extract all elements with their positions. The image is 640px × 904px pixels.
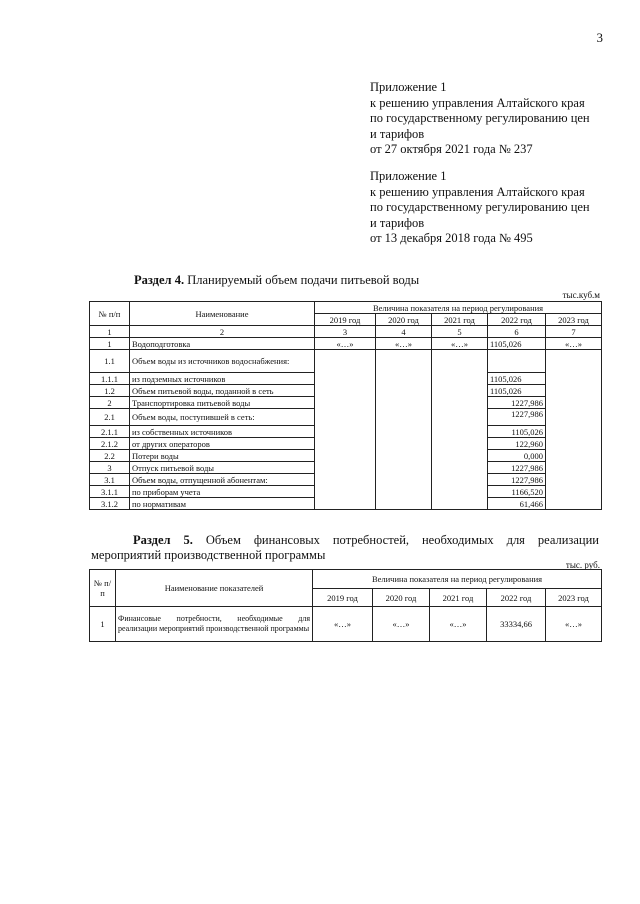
index-cell: 5 — [432, 326, 488, 338]
section5-title-number: Раздел 5. — [133, 533, 193, 547]
row-num: 3.1 — [90, 474, 130, 486]
col-header-year: 2023 год — [546, 314, 602, 326]
col-header-year: 2019 год — [315, 314, 376, 326]
appendix-line: к решению управления Алтайского края — [370, 95, 585, 110]
col-header-period: Величина показателя на период регулирования — [315, 302, 602, 314]
row-name: Объем питьевой воды, поданной в сеть — [130, 385, 315, 397]
value-2022: 1105,026 — [488, 338, 546, 350]
appendix-line: Приложение 1 — [370, 169, 447, 183]
row-name: из подземных источников — [130, 373, 315, 385]
value-2022: 1105,026 — [488, 373, 546, 385]
row-name: по приборам учета — [130, 486, 315, 498]
value-2022: 1227,986 — [488, 397, 546, 409]
value-2022: 33334,66 — [487, 607, 546, 642]
value-2022: 1227,986 — [488, 474, 546, 486]
row-name: Водоподготовка — [130, 338, 315, 350]
row-num: 1 — [90, 338, 130, 350]
section4-unit: тыс.куб.м — [562, 290, 600, 300]
section4-title — [134, 273, 419, 288]
value-2022: 0,000 — [488, 450, 546, 462]
table-row — [90, 350, 602, 373]
row-name: Объем воды, поступившей в сеть: — [130, 409, 315, 426]
table-row — [90, 338, 602, 350]
value-2022: 1227,986 — [488, 462, 546, 474]
row-num: 1.2 — [90, 385, 130, 397]
value-2023: «…» — [546, 607, 602, 642]
value-2023: «…» — [546, 338, 602, 350]
col-header-year: 2019 год — [313, 589, 373, 607]
index-cell: 4 — [376, 326, 432, 338]
value-2022 — [488, 350, 546, 373]
row-name: Финансовые потребности, необходимые для реализации мероприятий производственной программы — [116, 607, 313, 642]
page-number: 3 — [596, 30, 603, 45]
value-2022: 61,466 — [488, 498, 546, 510]
appendix-line: и тарифов — [370, 215, 425, 230]
col-header-year: 2020 год — [376, 314, 432, 326]
value-2022: 122,960 — [488, 438, 546, 450]
table-row — [90, 607, 602, 642]
appendix-line: Приложение 1 — [370, 80, 447, 94]
value-2022: 1166,520 — [488, 486, 546, 498]
row-num: 1 — [90, 607, 116, 642]
row-name: Объем воды из источников водоснабжения: — [130, 350, 315, 373]
col-header-period: Величина показателя на период регулирования — [313, 570, 602, 589]
col-header-year: 2023 год — [546, 589, 602, 607]
index-row — [90, 326, 602, 338]
row-num: 1.1.1 — [90, 373, 130, 385]
empty-cell-2020 — [376, 350, 432, 510]
row-num: 3.1.1 — [90, 486, 130, 498]
financial-needs-table — [89, 569, 602, 642]
appendix-header-original — [370, 169, 620, 247]
appendix-line: к решению управления Алтайского края — [370, 184, 585, 199]
col-header-year: 2022 год — [487, 589, 546, 607]
col-header-num: № п/ п — [90, 570, 116, 607]
value-2020: «…» — [373, 607, 430, 642]
row-name: Объем воды, отпущенной абонентам: — [130, 474, 315, 486]
row-num: 2 — [90, 397, 130, 409]
empty-cell-2019 — [315, 350, 376, 510]
section4-title-text: Планируемый объем подачи питьевой воды — [184, 273, 420, 287]
value-2021: «…» — [430, 607, 487, 642]
row-name: Потери воды — [130, 450, 315, 462]
col-header-year: 2021 год — [432, 314, 488, 326]
col-header-year: 2020 год — [373, 589, 430, 607]
index-cell: 1 — [90, 326, 130, 338]
row-num: 2.1.1 — [90, 426, 130, 438]
row-num: 1.1 — [90, 350, 130, 373]
value-2022: 1105,026 — [488, 426, 546, 438]
value-2019: «…» — [313, 607, 373, 642]
appendix-line: по государственному регулированию цен — [370, 111, 590, 125]
row-name: по нормативам — [130, 498, 315, 510]
water-supply-table — [89, 301, 602, 510]
appendix-line: от 13 декабря 2018 года № 495 — [370, 231, 533, 245]
col-header-year: 2021 год — [430, 589, 487, 607]
row-num: 2.1.2 — [90, 438, 130, 450]
appendix-line: по государственному регулированию цен — [370, 200, 590, 214]
appendix-header-current — [370, 80, 620, 158]
col-header-name: Наименование — [130, 302, 315, 326]
row-name: от других операторов — [130, 438, 315, 450]
value-2022: 1105,026 — [488, 385, 546, 397]
row-num: 2.2 — [90, 450, 130, 462]
row-name: Отпуск питьевой воды — [130, 462, 315, 474]
col-header-name: Наименование показателей — [116, 570, 313, 607]
section5-title — [91, 533, 599, 563]
value-2022: 1227,986 — [488, 409, 546, 426]
section5-unit: тыс. руб. — [565, 560, 600, 570]
value-2021: «…» — [432, 338, 488, 350]
index-cell: 7 — [546, 326, 602, 338]
value-2020: «…» — [376, 338, 432, 350]
index-cell: 6 — [488, 326, 546, 338]
section4-title-number: Раздел 4. — [134, 273, 185, 287]
row-num: 3.1.2 — [90, 498, 130, 510]
empty-cell-2023 — [546, 350, 602, 510]
index-cell: 2 — [130, 326, 315, 338]
index-cell: 3 — [315, 326, 376, 338]
empty-cell-2021 — [432, 350, 488, 510]
row-num: 2.1 — [90, 409, 130, 426]
appendix-line: от 27 октября 2021 года № 237 — [370, 142, 533, 156]
value-2019: «…» — [315, 338, 376, 350]
col-header-num: № п/п — [90, 302, 130, 326]
row-name: Транспортировка питьевой воды — [130, 397, 315, 409]
section5-title-text: Объем финансовых потребностей, необходимых для реализации мероприятий производственной программы — [91, 533, 599, 562]
row-num: 3 — [90, 462, 130, 474]
appendix-line: и тарифов — [370, 126, 425, 141]
row-name: из собственных источников — [130, 426, 315, 438]
col-header-year: 2022 год — [488, 314, 546, 326]
